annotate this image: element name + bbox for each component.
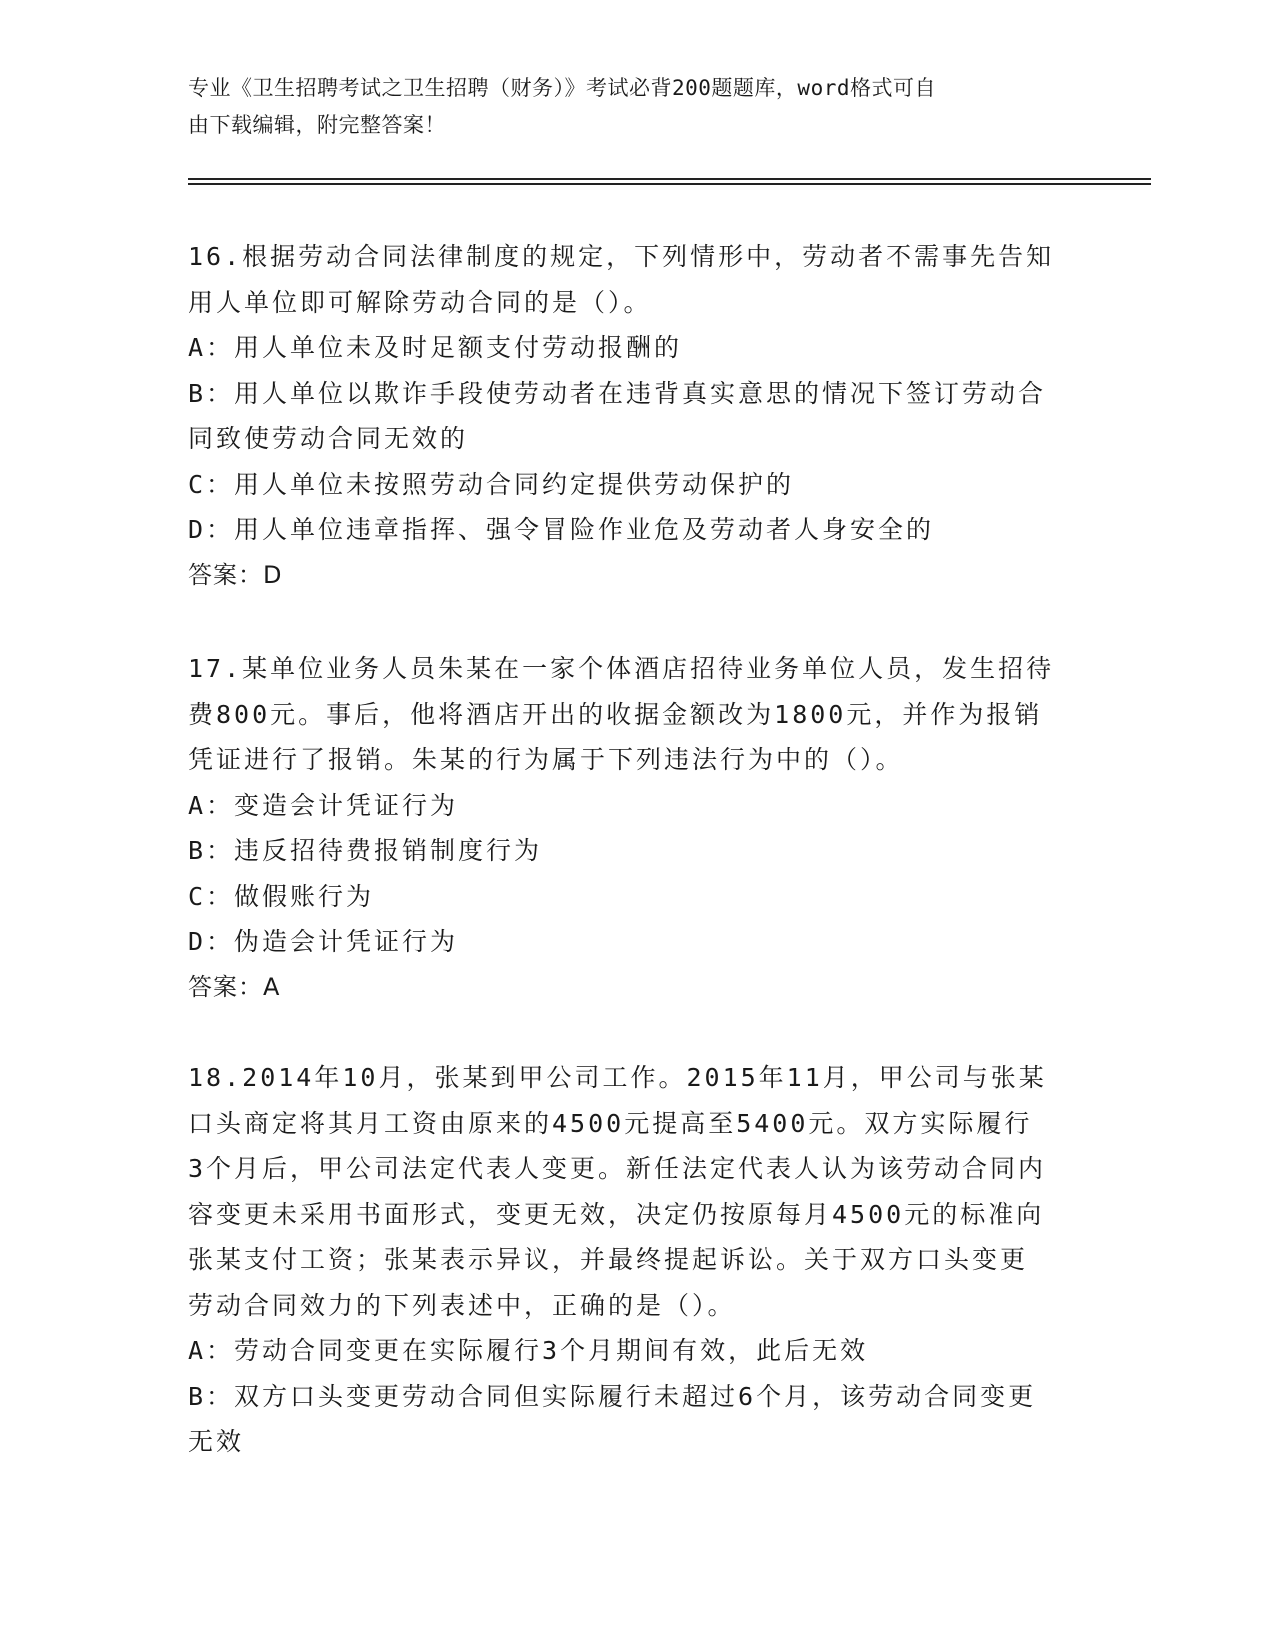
question-stem-line: 张某支付工资；张某表示异议，并最终提起诉讼。关于双方口头变更 — [188, 1245, 1029, 1274]
option-b-continued: 同致使劳动合同无效的 — [188, 424, 469, 453]
option-b: B：用人单位以欺诈手段使劳动者在违背真实意思的情况下签订劳动合 — [188, 378, 1047, 408]
header-divider-top — [188, 178, 1151, 180]
option-d: D：用人单位违章指挥、强令冒险作业危及劳动者人身安全的 — [188, 515, 935, 544]
question-stem-line: 费800元。事后，他将酒店开出的收据金额改为1800元，并作为报销 — [188, 699, 1043, 729]
option-c: C：用人单位未按照劳动合同约定提供劳动保护的 — [188, 469, 795, 499]
question-stem-line: 口头商定将其月工资由原来的4500元提高至5400元。双方实际履行 — [188, 1108, 1033, 1138]
option-b: B：违反招待费报销制度行为 — [188, 836, 543, 865]
question-stem-line: 3个月后，甲公司法定代表人变更。新任法定代表人认为该劳动合同内 — [188, 1154, 1047, 1183]
question-stem-line: 18.2014年10月，张某到甲公司工作。2015年11月，甲公司与张某 — [188, 1063, 1047, 1092]
header-line-2: 由下载编辑，附完整答案！ — [188, 113, 446, 137]
question-stem-line: 凭证进行了报销。朱某的行为属于下列违法行为中的（）。 — [188, 745, 904, 774]
answer: 答案：D — [188, 560, 283, 589]
header-divider-bottom — [188, 183, 1151, 185]
question-stem-line: 用人单位即可解除劳动合同的是（）。 — [188, 287, 652, 317]
question-stem-line: 16.根据劳动合同法律制度的规定，下列情形中，劳动者不需事先告知 — [188, 242, 1055, 271]
option-c: C：做假账行为 — [188, 881, 375, 911]
option-a: A：劳动合同变更在实际履行3个月期间有效，此后无效 — [188, 1336, 869, 1365]
question-18 — [188, 1055, 1088, 1465]
question-stem-line: 劳动合同效力的下列表述中，正确的是（）。 — [188, 1290, 736, 1320]
question-16 — [188, 234, 1088, 598]
question-stem-line: 17.某单位业务人员朱某在一家个体酒店招待业务单位人员，发生招待 — [188, 654, 1055, 683]
option-d: D：伪造会计凭证行为 — [188, 927, 459, 956]
question-stem-line: 容变更未采用书面形式，变更无效，决定仍按原每月4500元的标准向 — [188, 1199, 1045, 1229]
option-a: A：用人单位未及时足额支付劳动报酬的 — [188, 333, 683, 362]
document-header — [188, 70, 1068, 144]
answer: 答案：A — [188, 972, 281, 1001]
option-b-continued: 无效 — [188, 1427, 245, 1456]
question-17 — [188, 646, 1088, 1010]
option-a: A：变造会计凭证行为 — [188, 790, 459, 820]
option-b: B：双方口头变更劳动合同但实际履行未超过6个月，该劳动合同变更 — [188, 1381, 1037, 1411]
header-line-1: 专业《卫生招聘考试之卫生招聘（财务）》考试必背200题题库，word格式可自 — [188, 76, 936, 100]
